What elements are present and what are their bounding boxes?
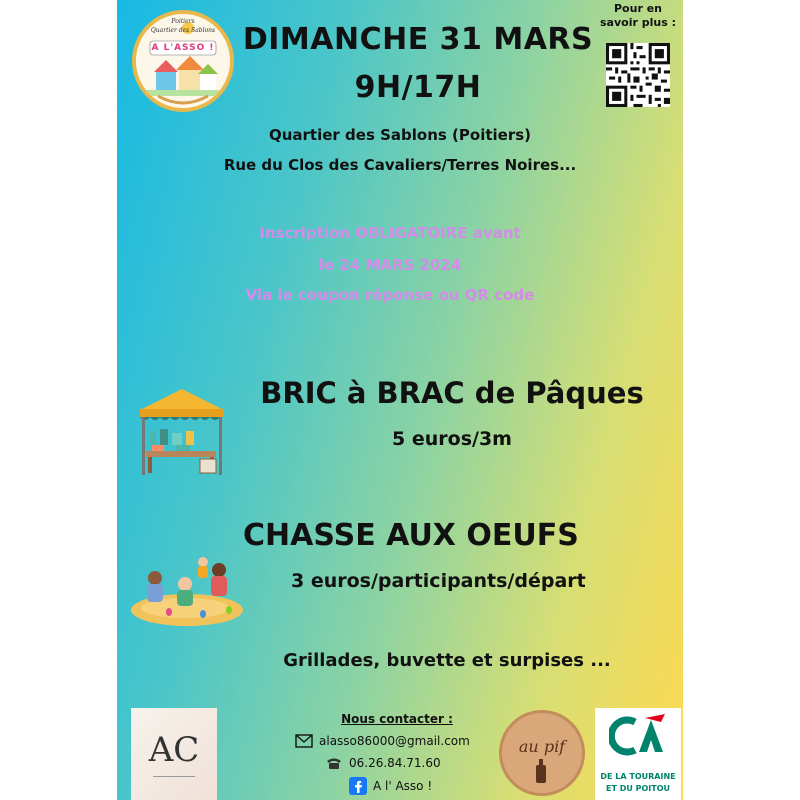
facebook-icon <box>349 777 367 795</box>
qr-code[interactable] <box>606 43 670 107</box>
event-date: DIMANCHE 31 MARS <box>242 22 594 57</box>
ac-sponsor-logo <box>131 708 217 800</box>
au-pif-sponsor-logo <box>499 710 585 796</box>
contact-phone-row[interactable] <box>325 756 441 770</box>
logo-badge: A L'ASSO ! <box>151 43 215 53</box>
contact-email-row[interactable] <box>295 734 470 748</box>
association-logo <box>132 10 234 112</box>
ac-monogram: AC <box>148 730 200 770</box>
bric-price: 5 euros/3m <box>392 428 512 450</box>
contact-phone[interactable]: 06.26.84.71.60 <box>349 756 441 770</box>
logo-line2: Quartier des Sablons <box>150 27 216 34</box>
inscription-line2: le 24 MARS 2024 <box>318 256 462 274</box>
qr-caption-line1: Pour en <box>614 2 662 15</box>
ac-divider <box>153 776 195 777</box>
market-stall-icon <box>132 387 232 479</box>
credit-agricole-logo <box>595 708 681 800</box>
chasse-price: 3 euros/participants/départ <box>291 570 586 592</box>
ca-name-line1: DE LA TOURAINE <box>600 772 676 781</box>
wine-bottle-icon <box>530 759 554 785</box>
chasse-title: CHASSE AUX OEUFS <box>243 518 579 553</box>
telephone-icon <box>325 756 343 770</box>
qr-caption-line2: savoir plus : <box>600 16 676 29</box>
location-line2: Rue du Clos des Cavaliers/Terres Noires... <box>223 156 577 174</box>
inscription-line1: Inscription OBLIGATOIRE avant <box>259 224 521 242</box>
qr-caption <box>599 2 677 30</box>
contact-heading: Nous contacter : <box>341 712 453 726</box>
location-line1: Quartier des Sablons (Poitiers) <box>268 126 532 144</box>
ca-name-line2: ET DU POITOU <box>605 784 671 793</box>
logo-line1: Poitiers <box>171 18 195 25</box>
contact-facebook[interactable]: A l' Asso ! <box>373 779 433 793</box>
egg-hunt-children-icon <box>129 548 247 628</box>
qr-code-icon <box>606 43 670 107</box>
event-poster <box>117 0 683 800</box>
inscription-line3: Via le coupon réponse ou QR code <box>245 286 535 304</box>
contact-email[interactable]: alasso86000@gmail.com <box>319 734 470 748</box>
bric-title: BRIC à BRAC de Pâques <box>260 376 644 410</box>
contact-facebook-row[interactable] <box>349 777 432 795</box>
event-hours: 9H/17H <box>354 70 482 105</box>
extras-text: Grillades, buvette et surpises ... <box>283 650 611 671</box>
au-pif-text: au pif <box>518 737 566 756</box>
envelope-icon <box>295 734 313 748</box>
ca-logo-icon <box>609 714 667 758</box>
